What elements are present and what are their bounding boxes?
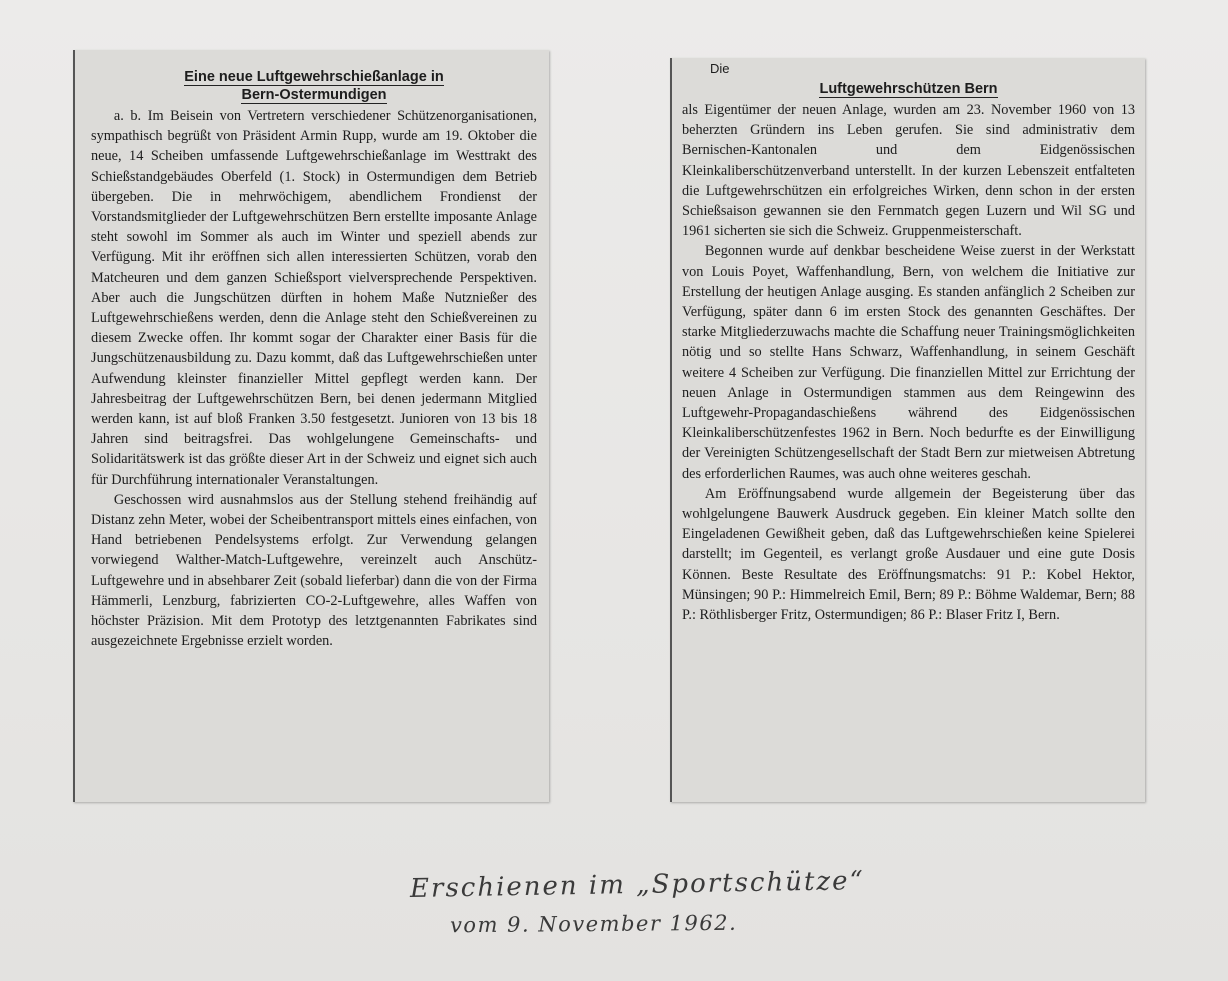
newspaper-clipping-left [73,50,549,802]
handwritten-line-2: vom 9. November 1962. [449,910,738,938]
left-article-body [91,106,537,651]
right-kicker: Die [710,61,730,76]
left-headline-line-1: Eine neue Luftgewehrschießanlage in [184,69,444,85]
right-headline-text: Luftgewehrschützen Bern [819,81,998,97]
right-headline [682,80,1135,98]
newspaper-clipping-right [670,58,1145,802]
right-paragraph-1: als Eigentümer der neuen Anlage, wurden am 23. November 1960 von 13 beherzten Gründern ins Leben gerufen. Sie sind administrativ dem Bernischen-Kantonalen und dem Eidgenössischen Kleinkaliberschützenverband unterstellt. In der kurzen Lebenszeit entfalteten die Luftgewehrschützen ein erfolgreiches Wirken, denn schon in der ersten Schießsaison gewannen sie den Fernmatch gegen Luzern und Wil SG und 1961 sicherten sie sich die Schweiz. Gruppenmeisterschaft. [682,102,1135,240]
left-paragraph-1: a. b. Im Beisein von Vertretern verschiedener Schützenorganisationen, sympathisch begrüßt von Präsident Armin Rupp, wurde am 19. Oktober die neue, 14 Scheiben umfassende Luftgewehrschießanlage im Westtrakt des Schießstandgebäudes Oberfeld (1. Stock) in Ostermundigen dem Betrieb übergeben. Die in mehrwöchigem, abendlichem Frondienst der Vorstandsmitglieder der Luftgewehrschützen Bern erstellte imposante Anlage steht sowohl im Sommer als auch im Winter und speziell abends zur Verfügung. Mit ihr eröffnen sich allen interessierten Schützen, vorab den Matcheuren und dem ganzen Schießsport vielversprechende Perspektiven. Aber auch die Jungschützen dürften in hohem Maße Nutznießer des Luftgewehrschießens werden, denn die Anlage steht den Schießvereinen zu diesem Zwecke offen. Ihr kommt sogar der Charakter einer Basis für die Jungschützenausbildung zu. Dazu kommt, daß das Luftgewehrschießen unter Aufwendung kleinster finanzieller Mittel gepflegt werden kann. Der Jahresbeitrag der Luftgewehrschützen Bern, bei denen jedermann Mitglied werden kann, ist auf bloß Franken 3.50 festgesetzt. Junioren von 13 bis 18 Jahren sind beitragsfrei. Das wohlgelungene Gemeinschafts- und Solidaritätswerk ist das größte dieser Art in der Schweiz und eignet sich auch für Durchführung internationaler Veranstaltungen. [91,108,537,488]
right-article-body [682,100,1135,625]
left-headline-line-2: Bern-Ostermundigen [241,87,387,103]
left-headline [91,68,537,104]
right-paragraph-3: Am Eröffnungsabend wurde allgemein der Begeisterung über das wohlgelungene Bauwerk Ausdruck gegeben. Ein kleiner Match sollte den Eingeladenen Gewißheit geben, daß das Luftgewehrschießen keine Spielerei darstellt; im Gegenteil, es verlangt große Ausdauer und eine gute Dosis Können. Beste Resultate des Eröffnungsmatchs: 91 P.: Kobel Hektor, Münsingen; 90 P.: Himmelreich Emil, Bern; 89 P.: Böhme Waldemar, Bern; 88 P.: Röthlisberger Fritz, Ostermundigen; 86 P.: Blaser Fritz I, Bern. [682,485,1135,624]
handwritten-line-1: Erschienen im „Sportschütze“ [409,866,866,904]
handwritten-note [380,860,900,960]
left-paragraph-2: Geschossen wird ausnahmslos aus der Stellung stehend freihändig auf Distanz zehn Meter, wobei der Scheibentransport mittels eines einfachen, von Hand betriebenen Pendelsystems erfolgt. Zur Verwendung gelangen vorwiegend Walther-Match-Luftgewehre, vereinzelt auch Anschütz-Luftgewehre und in absehbarer Zeit (sobald lieferbar) dann die von der Firma Hämmerli, Lenzburg, fabrizierten CO-2-Luftgewehre, alles Waffen von höchster Präzision. Mit dem Prototyp des letztgenannten Fabrikates sind ausgezeichnete Ergebnisse erzielt worden. [91,491,537,650]
right-paragraph-2: Begonnen wurde auf denkbar bescheidene Weise zuerst in der Werkstatt von Louis Poyet, Waffenhandlung, Bern, von welchem die Initiative zur Erstellung der heutigen Anlage ausging. Es standen anfänglich 2 Scheiben zur Verfügung, später dann 6 im ersten Stock des genannten Geschäftes. Der starke Mitgliederzuwachs machte die Schaffung neuer Trainingsmöglichkeiten nötig und so stellte Hans Schwarz, Waffenhandlung, in seinem Geschäft weitere 4 Scheiben zur Verfügung. Die finanziellen Mittel zur Errichtung der neuen Anlage in Ostermundigen stammen aus dem Reingewinn des Luftgewehr-Propagandaschießens während des Eidgenössischen Kleinkaliberschützenfestes 1962 in Bern. Noch bedurfte es der Einwilligung der Vereinigten Schützengesellschaft der Stadt Bern zur mietweisen Abtretung des erforderlichen Raumes, was auch ohne weiteres geschah. [682,243,1135,482]
